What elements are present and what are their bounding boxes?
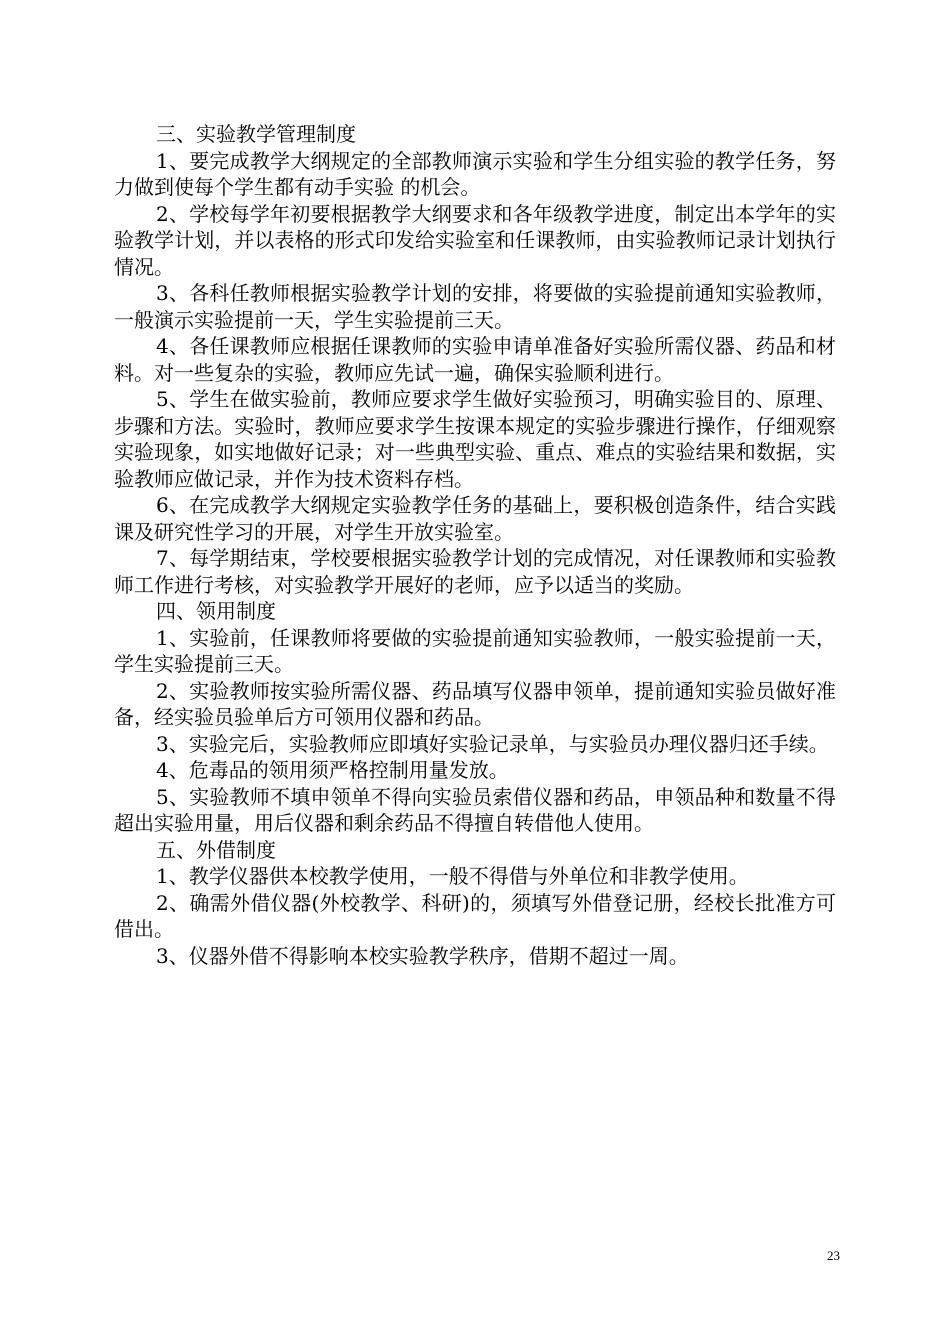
paragraph: 2、确需外借仪器(外校教学、科研)的，须填写外借登记册，经校长批准方可借出。 [114, 890, 836, 941]
paragraph: 1、教学仪器供本校教学使用，一般不得借与外单位和非教学使用。 [156, 864, 749, 888]
paragraph: 4、各任课教师应根据任课教师的实验申请单准备好实验所需仪器、药品和材料。对一些复杂的实验，教师应先试一遍，确保实验顺利进行。 [114, 334, 836, 385]
paragraph: 3、实验完后，实验教师应即填好实验记录单，与实验员办理仪器归还手续。 [156, 731, 829, 756]
paragraph: 3、各科任教师根据实验教学计划的安排，将要做的实验提前通知实验教师，一般演示实验提前一天，学生实验提前三天。 [114, 281, 836, 332]
document-body [114, 121, 836, 969]
paragraph: 3、仪器外借不得影响本校实验教学秩序，借期不超过一周。 [156, 943, 689, 968]
section-heading-4: 四、领用制度 [156, 599, 276, 623]
paragraph: 2、实验教师按实验所需仪器、药品填写仪器申领单，提前通知实验员做好准备，经实验员验单后方可领用仪器和药品。 [114, 678, 836, 729]
section-heading-3: 三、实验教学管理制度 [156, 122, 356, 146]
paragraph: 2、学校每学年初要根据教学大纲要求和各年级教学进度，制定出本学年的实验教学计划，并以表格的形式印发给实验室和任课教师，由实验教师记录计划执行情况。 [114, 201, 836, 279]
paragraph: 1、要完成教学大纲规定的全部教师演示实验和学生分组实验的教学任务，努力做到使每个学生都有动手实验 的机会。 [114, 148, 836, 199]
section-heading-5: 五、外借制度 [156, 837, 276, 862]
paragraph: 1、实验前，任课教师将要做的实验提前通知实验教师，一般实验提前一天，学生实验提前三天。 [114, 625, 836, 676]
paragraph: 5、实验教师不填申领单不得向实验员索借仪器和药品，申领品种和数量不得超出实验用量，用后仪器和剩余药品不得擅自转借他人使用。 [114, 784, 836, 835]
paragraph: 5、学生在做实验前，教师应要求学生做好实验预习，明确实验目的、原理、步骤和方法。实验时，教师应要求学生按课本规定的实验步骤进行操作，仔细观察实验现象，如实地做好记录；对一些典型实验、重点、难点的实验结果和数据，实验教师应做记录，并作为技术资料存档。 [114, 387, 836, 491]
paragraph: 4、危毒品的领用须严格控制用量发放。 [156, 758, 509, 782]
paragraph: 7、每学期结束，学校要根据实验教学计划的完成情况，对任课教师和实验教师工作进行考核，对实验教学开展好的老师，应予以适当的奖励。 [114, 546, 836, 597]
paragraph: 6、在完成教学大纲规定实验教学任务的基础上，要积极创造条件，结合实践课及研究性学习的开展，对学生开放实验室。 [114, 493, 836, 544]
page-number: 23 [827, 1248, 840, 1263]
